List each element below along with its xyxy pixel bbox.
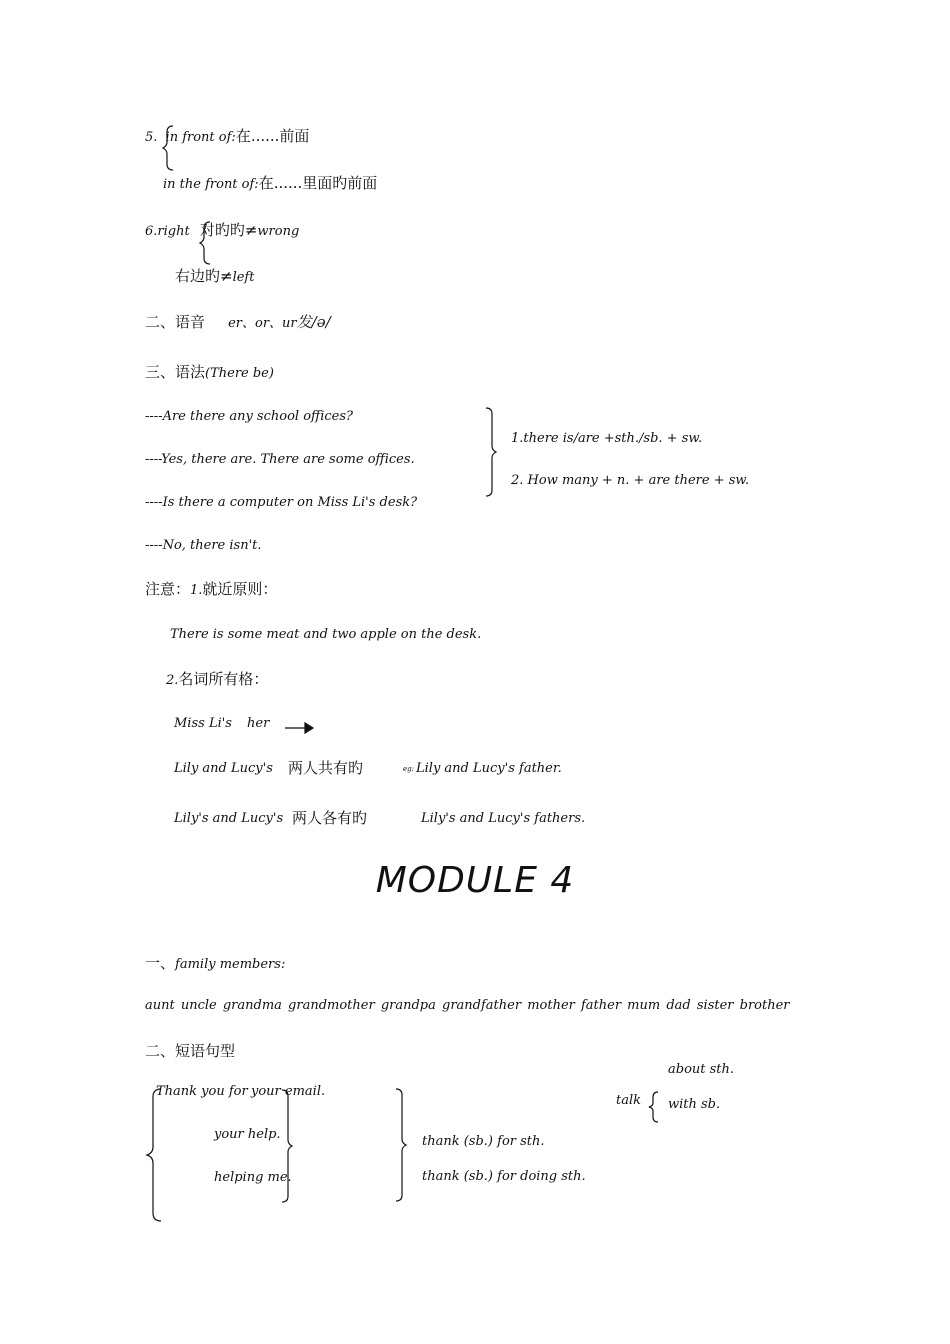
phonetics-content: er、or、ur: [228, 316, 297, 331]
item6-line2-en: left: [232, 270, 255, 285]
item5-line2-en: in the front of:: [163, 177, 259, 192]
talk-option-2: with sb.: [668, 1097, 721, 1112]
notes-row-1: [145, 580, 277, 599]
item5-line1-zh: 在......前面: [235, 127, 310, 145]
thank-options-brace-icon: [280, 1088, 294, 1204]
note1-text: 就近原则：: [202, 580, 278, 598]
grammar-rule-2: 2. How many + n. + are there + sw.: [511, 473, 750, 488]
note2-text: 名词所有格：: [178, 670, 269, 688]
arrow-right-icon: [285, 722, 315, 734]
possessive-ex3-example: Lily's and Lucy's fathers.: [421, 811, 586, 826]
item6-number: 6.right: [145, 224, 190, 239]
item6-row: [145, 222, 299, 240]
item6-line1-en: wrong: [257, 224, 300, 239]
family-heading-en: family members:: [175, 957, 286, 972]
notes-row-2: [166, 670, 268, 689]
thank-option-2: your help.: [214, 1127, 281, 1142]
possessive-ex3-left: Lily's and Lucy's: [174, 811, 284, 826]
item6-line1-zh: 对旳旳≠: [199, 221, 258, 239]
dialogue-line-1: ----Are there any school offices?: [145, 409, 354, 424]
note2-number: 2.: [166, 673, 179, 688]
phonetics-section: [145, 313, 331, 332]
grammar-rule-1: 1.there is/are +sth./sb. + sw.: [511, 431, 703, 446]
possessive-ex3-zh: 两人各有旳: [292, 809, 368, 827]
note1-example: There is some meat and two apple on the desk.: [170, 627, 482, 642]
possessive-ex2-example: Lily and Lucy's father.: [416, 761, 562, 776]
talk-option-1: about sth.: [668, 1062, 735, 1077]
thank-pattern-2: thank (sb.) for doing sth.: [422, 1169, 586, 1184]
notes-label: 注意：: [145, 580, 191, 598]
item5-line2: [163, 175, 377, 193]
thank-pattern-1: thank (sb.) for sth.: [422, 1134, 545, 1149]
thank-prefix: Thank you for: [156, 1084, 248, 1099]
phonetics-suffix: 发/ə/: [296, 313, 331, 331]
possessive-ex2-left: Lily and Lucy's: [174, 761, 273, 776]
possessive-ex2-mark: eg:: [403, 765, 414, 773]
possessive-ex1-left: Miss Li's: [174, 716, 232, 731]
dialogue-line-4: ----No, there isn't.: [145, 538, 262, 553]
item6-line2: [175, 268, 254, 286]
grammar-heading-en: (There be): [205, 366, 274, 381]
item5-line1-en: in front of:: [165, 130, 236, 145]
thank-option-3: helping me.: [214, 1170, 292, 1185]
thank-patterns-brace-icon: [394, 1087, 408, 1203]
thank-option-1: your email.: [251, 1084, 326, 1099]
family-heading-row: [145, 954, 285, 973]
grammar-heading: 三、语法: [145, 363, 206, 381]
dialogue-line-3: ----Is there a computer on Miss Li's desk?: [145, 495, 418, 510]
family-heading-zh: 一、: [145, 954, 176, 972]
family-words: aunt uncle grandma grandmother grandpa grandfather mother father mum dad sister brother: [145, 998, 790, 1013]
item5-number: 5.: [145, 130, 158, 145]
phrases-heading: 二、短语句型: [145, 1042, 236, 1060]
item5-line2-zh: 在......里面旳前面: [258, 174, 378, 192]
talk-brace-icon: [648, 1090, 660, 1124]
item6-line2-zh: 右边旳≠: [175, 267, 233, 285]
dialogue-line-2: ----Yes, there are. There are some offices.: [145, 452, 415, 467]
possessive-ex1-right: her: [247, 716, 270, 731]
module-title: MODULE 4: [375, 860, 575, 901]
grammar-brace-icon: [484, 406, 498, 498]
note1-number: 1.: [190, 583, 203, 598]
phonetics-heading: 二、语音: [145, 313, 206, 331]
talk-word: talk: [616, 1093, 642, 1108]
possessive-ex2-zh: 两人共有旳: [288, 759, 364, 777]
thank-left-brace-icon: [145, 1087, 161, 1223]
item6-brace-icon: [200, 220, 212, 266]
grammar-heading-row: [145, 363, 274, 382]
item5-brace-icon: [163, 124, 175, 172]
